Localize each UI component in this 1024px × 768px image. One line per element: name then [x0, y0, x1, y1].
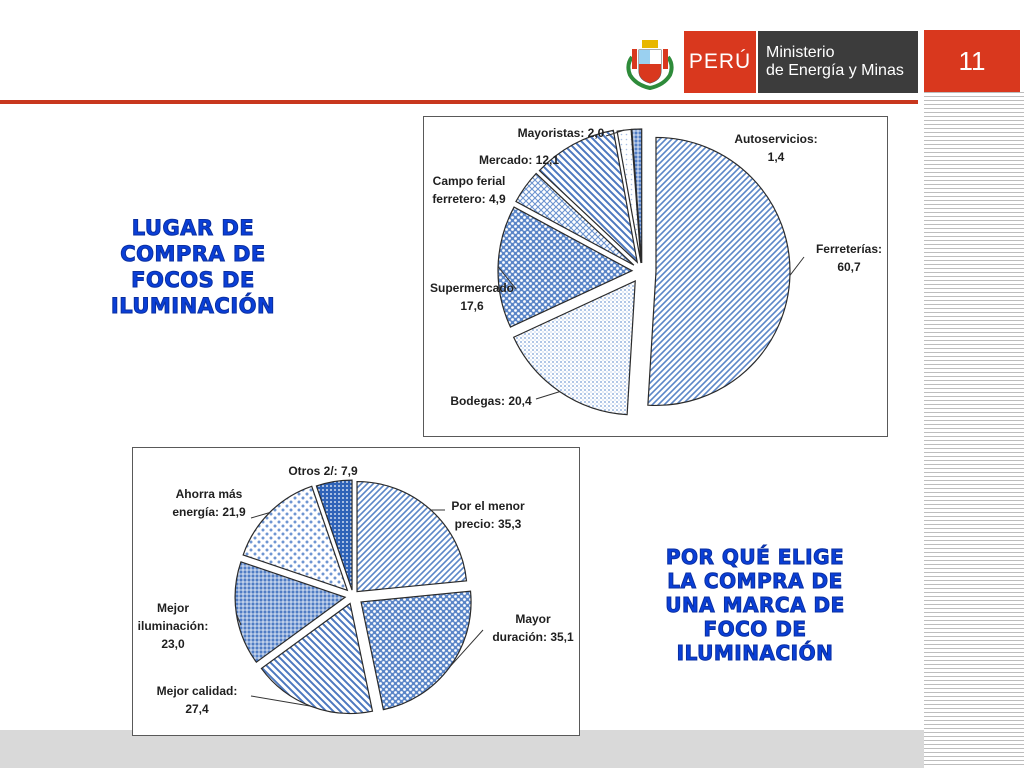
slice-label-line: iluminación:	[137, 619, 209, 633]
headline-line: ILUMINACIÓN	[110, 294, 276, 318]
slice-label-por-el-menor-precio	[451, 499, 525, 531]
slice-label-line: 23,0	[161, 637, 185, 651]
brand-reason-headline	[640, 545, 870, 665]
slice-label-line: Supermercado	[429, 281, 515, 295]
slice-label-line: Mejor	[156, 601, 190, 615]
brand-reason-pie-svg	[133, 448, 578, 734]
headline-line: FOCO DE	[703, 617, 807, 641]
purchase-place-pie-svg	[424, 117, 886, 435]
ministry-line-2: de Energía y Minas	[766, 62, 904, 79]
leader-line-ferreterias	[790, 257, 804, 275]
slice-label-line: Mejor calidad:	[156, 684, 238, 698]
ministry-line-1: Ministerio	[766, 44, 835, 61]
slice-label-ahorra-mas-energia	[172, 487, 246, 519]
headline-line: COMPRA DE	[120, 242, 266, 266]
peru-brand	[684, 31, 756, 93]
slice-label-line: 27,4	[185, 702, 209, 716]
headline-line: LUGAR DE	[131, 216, 255, 240]
header-divider	[0, 100, 918, 104]
slice-label-line: Otros 2/: 7,9	[288, 464, 358, 478]
decorative-stripes	[924, 92, 1024, 768]
slice-label-line: energía: 21,9	[172, 505, 246, 519]
slice-label-line: 17,6	[460, 299, 484, 313]
pie-slice-por-el-menor-precio	[357, 482, 466, 592]
purchase-place-pie-chart	[423, 116, 888, 437]
headline-line: LA COMPRA DE	[667, 569, 843, 593]
headline-line: FOCOS DE	[131, 268, 255, 292]
slice-label-mejor-iluminacion	[138, 601, 209, 651]
ministry-logo	[758, 31, 918, 93]
purchase-place-headline	[88, 215, 298, 319]
slice-label-line: Autoservicios:	[734, 132, 818, 146]
headline-line: POR QUÉ ELIGE	[665, 545, 845, 569]
slice-label-line: 60,7	[837, 260, 861, 274]
headline-line: UNA MARCA DE	[665, 593, 845, 617]
slice-label-line: duración: 35,1	[492, 630, 574, 644]
slice-label-line: Campo ferial	[432, 174, 506, 188]
slice-label-line: Mayoristas: 2,0	[517, 126, 605, 140]
slice-label-line: precio: 35,3	[454, 517, 522, 531]
slice-label-line: Bodegas: 20,4	[450, 394, 532, 408]
headline-line: ILUMINACIÓN	[676, 641, 834, 665]
slice-label-mayor-duracion	[492, 612, 574, 644]
slice-label-line: Por el menor	[451, 499, 525, 513]
brand-reason-pie-chart	[132, 447, 580, 736]
slice-label-line: Ahorra más	[175, 487, 243, 501]
slice-label-otros-2	[288, 464, 358, 478]
brand-text: PERÚ	[688, 50, 752, 73]
peru-coat-of-arms	[622, 35, 678, 91]
slice-label-mejor-calidad	[157, 684, 238, 716]
slice-label-ferreterias	[816, 242, 882, 274]
slice-label-bodegas	[450, 394, 532, 408]
slice-label-mercado	[479, 153, 559, 167]
pie-slice-ferreterias	[648, 137, 790, 405]
slice-label-line: Ferreterías:	[815, 242, 883, 256]
slice-label-autoservicios	[734, 132, 817, 164]
slice-label-line: Mayor	[515, 612, 551, 626]
slice-label-campo-ferial-ferretero	[432, 174, 506, 206]
slide-number: 11	[924, 30, 1020, 92]
slice-label-line: 1,4	[767, 150, 785, 164]
slice-label-line: Mercado: 12,1	[478, 153, 560, 167]
leader-line-bodegas	[536, 392, 560, 399]
slice-label-mayoristas	[518, 126, 605, 140]
pie-slice-mayor-duracion	[361, 591, 471, 709]
slice-label-line: ferretero: 4,9	[432, 192, 506, 206]
